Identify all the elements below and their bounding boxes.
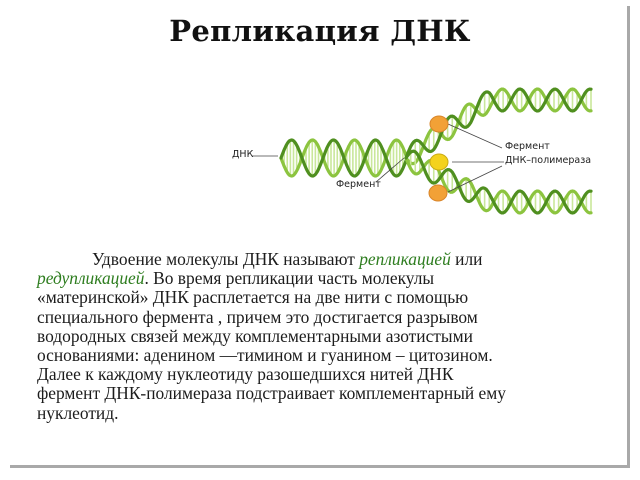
paragraph-text: или: [450, 249, 483, 269]
paragraph-line-3: «материнской» ДНК расплетается на две нити с помощью: [37, 287, 469, 308]
paragraph: [37, 250, 603, 423]
enzyme-right-label: Фермент: [505, 141, 550, 152]
paragraph-line-9: нуклеотид.: [37, 402, 119, 423]
paragraph-line-5: водородных связей между комплементарными азотистыми: [37, 325, 473, 346]
dna-label: ДНК: [232, 149, 254, 160]
enzyme-left-label: Фермент: [336, 179, 381, 190]
paragraph-text: Удвоение молекулы ДНК называют: [92, 249, 360, 269]
paragraph-line-1: [37, 250, 603, 269]
enzyme-yellow: [430, 154, 448, 170]
enzyme-orange-top: [430, 116, 448, 132]
paragraph-line-2: [37, 269, 603, 288]
term-replication: репликацией: [359, 249, 451, 269]
slide-title: Репликация ДНК: [169, 14, 471, 48]
paragraph-line-7: Далее к каждому нуклеотиду разошедшихся нитей ДНК: [37, 364, 454, 385]
enzyme-right-pointer-line: [448, 124, 502, 148]
dna-replication-figure: [226, 80, 598, 230]
polymerase-label: ДНК–полимераза: [505, 155, 592, 166]
paragraph-text: . Во время репликации часть молекулы: [144, 268, 435, 289]
enzyme-orange-bottom: [429, 185, 447, 201]
term-reduplication: редупликацией: [37, 268, 145, 289]
paragraph-line-4: специального фермента , причем это достигается разрывом: [37, 306, 478, 327]
paragraph-line-8: фермент ДНК-полимераза подстраивает комплементарный ему: [37, 383, 506, 404]
paragraph-line-6: основаниями: аденином —тимином и гуанином – цитозином.: [37, 345, 493, 366]
